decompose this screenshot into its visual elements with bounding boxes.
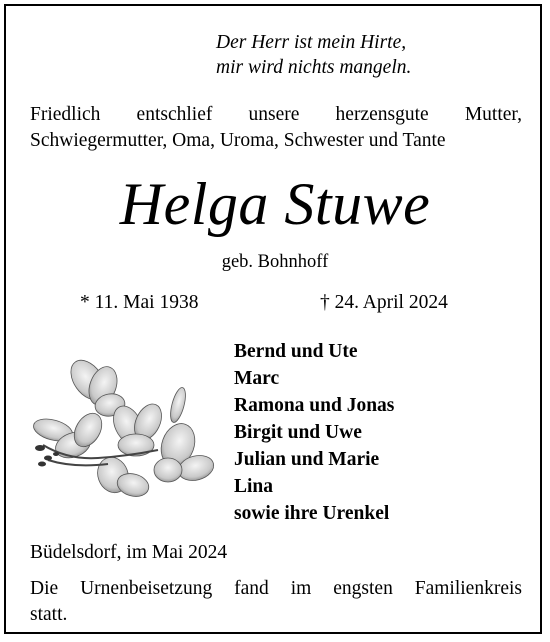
mourner-line: Marc	[234, 368, 280, 389]
intro-line-1: Friedlich entschlief unsere herzensgute Mutter,	[30, 104, 522, 125]
deceased-name: Helga Stuwe	[119, 171, 431, 237]
mourners-list	[234, 338, 514, 527]
funeral-line-1: Die Urnenbeisetzung fand im engsten Familienkreis	[30, 578, 522, 599]
death-date: † 24. April 2024	[320, 292, 448, 313]
birth-name: geb. Bohnhoff	[221, 252, 329, 272]
mourner-line: Julian und Marie	[234, 449, 380, 470]
mourner-line: Ramona und Jonas	[234, 395, 395, 416]
mourner-line: Bernd und Ute	[234, 341, 358, 362]
bible-verse	[216, 30, 496, 80]
birth-date: * 11. Mai 1938	[80, 292, 199, 313]
intro-text	[30, 102, 522, 154]
place-and-date: Büdelsdorf, im Mai 2024	[30, 542, 228, 563]
mourner-line: sowie ihre Urenkel	[234, 503, 390, 524]
funeral-line-2: statt.	[30, 604, 68, 625]
mourner-line: Birgit und Uwe	[234, 422, 362, 443]
intro-line-2: Schwiegermutter, Oma, Uroma, Schwester und Tante	[30, 130, 446, 151]
verse-line-2: mir wird nichts mangeln.	[216, 57, 412, 78]
freesia-flower-illustration	[28, 350, 218, 505]
verse-line-1: Der Herr ist mein Hirte,	[216, 32, 407, 53]
funeral-note	[30, 576, 522, 628]
mourner-line: Lina	[234, 476, 274, 497]
